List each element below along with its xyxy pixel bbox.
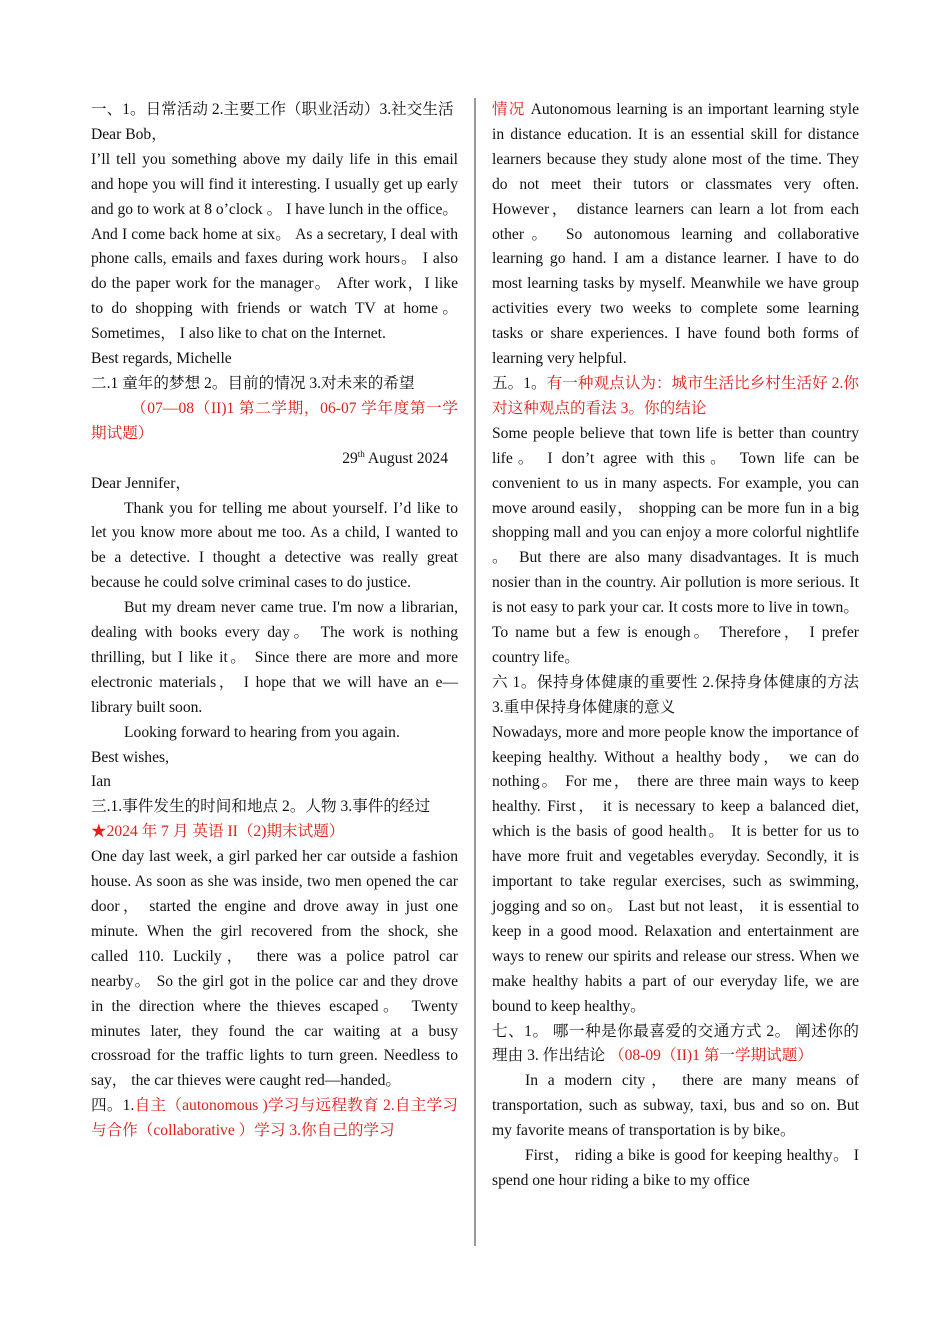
section-5-prefix: 五。1。 xyxy=(492,374,547,392)
section-4-body xyxy=(492,98,859,372)
date-suffix: th xyxy=(357,448,365,459)
section-7-heading xyxy=(492,1020,859,1070)
section-6-heading: 六 1。保持身体健康的重要性 2.保持身体健康的方法 3.重申保持身体健康的意义 xyxy=(492,673,859,716)
section-1-heading: 一、1。日常活动 2.主要工作（职业活动）3.社交生活 xyxy=(91,101,454,118)
section-3-heading: 三.1.事件发生的时间和地点 2。人物 3.事件的经过 xyxy=(91,798,431,816)
section-4-prefix: 四。1. xyxy=(91,1097,135,1115)
section-7-heading-text: 七、1。 哪一种是你最喜爱的交通方式 2。 阐述你的理由 3. 作出结论 xyxy=(492,1022,859,1065)
section-4-heading-continued: 情况 xyxy=(492,101,526,118)
section-1-closing: Best regards, Michelle xyxy=(91,350,232,368)
date-month-year: August 2024 xyxy=(364,449,448,467)
section-2-paragraph-1: Thank you for telling me about yourself. I’d like to let you know more about me too. As a child, I wanted to be a detective. I thought a detective was really great because he could solve criminal cases to do justice. xyxy=(91,499,458,592)
section-2-signature: Ian xyxy=(91,773,111,791)
section-4-body-text: Autonomous learning is an important learning style in distance education. It is an essential skill for distance learners because they study alone most of the time. They do not meet their tutors or classmates very often. However， distance learners can learn a lot from each other。 So autonomous learning and collaborative learning go hand. I am a distance learner. I have to do most learning tasks by myself. Meanwhile we have group activities every two weeks to complete some learning tasks or share experiences. I have found both forms of learning very helpful. xyxy=(492,101,859,368)
section-2-date xyxy=(91,447,458,472)
right-column xyxy=(492,98,859,1194)
section-2-closing: Best wishes, xyxy=(91,748,169,766)
section-6-body: Nowadays, more and more people know the importance of keeping healthy. Without a healthy body， we can do nothing。 For me， there are three main ways to keep healthy. First， it is necessary to keep a balanced diet, which is the basis of good health。 It is better for us to have more fruit and vegetables everyday. Secondly, it is important to take regular exercises, such as swimming, jogging and so on。 Last but not least， it is essential to keep in a good mood. Relaxation and entertainment are ways to renew our spirits and release our stress. When we make healthy habits a part of our everyday life, we are bound to keep healthy。 xyxy=(492,723,859,1015)
section-2-heading-text: 二.1 童年的梦想 2。目前的情况 3.对未来的希望 xyxy=(91,374,415,392)
section-5-heading-red: 有一种观点认为：城市生活比乡村生活好 2.你对这种观点的看法 3。你的结论 xyxy=(492,374,859,417)
section-3-body: One day last week, a girl parked her car outside a fashion house. As soon as she was inside, two men opened the car door， started the engine and drove away in just one minute. When the girl recovered from the shock, she called 110. Luckily， there was a police patrol car nearby。 So the girl got in the police car and they drove in the direction where the thieves escaped。 Twenty minutes later, they found the car waiting at a busy crossroad for the traffic lights to turn green. Needless to say， the car thieves were caught red—handed。 xyxy=(91,848,458,1090)
date-day: 29 xyxy=(342,449,358,467)
section-2-paragraph-3: Looking forward to hearing from you again. xyxy=(124,723,400,741)
column-divider xyxy=(474,98,476,1246)
section-7-exam-reference: （08-09（II)1 第一学期试题） xyxy=(608,1047,813,1065)
section-5-body: Some people believe that town life is better than country life。 I don’t agree with this。 Town life can be convenient to us in many aspects. For example, you can move around easily， shopping can be more fun in a big shopping mall and you can enjoy a more colorful nightlife 。 But there are also many disadvantages. It is much nosier than in the country. Air pollution is more serious. It is not easy to park your car. It costs more to live in town。 To name but a few is enough。 Therefore， I prefer country life。 xyxy=(492,424,859,666)
section-3-exam-reference: ★2024 年 7 月 英语 II（2)期末试题） xyxy=(91,823,345,841)
section-1-greeting: Dear Bob， xyxy=(91,125,167,143)
section-7-paragraph-2: First， riding a bike is good for keeping healthy。 I spend one hour riding a bike to my office xyxy=(492,1147,859,1189)
section-2-exam-reference: （07—08（II)1 第二学期，06-07 学年度第一学期试题） xyxy=(91,399,458,442)
section-4-heading xyxy=(91,1094,458,1144)
section-2-heading xyxy=(91,372,458,447)
left-column xyxy=(91,98,458,1144)
section-7-paragraph-1: In a modern city， there are many means of transportation, such as subway, taxi, bus and so on. But my favorite means of transportation is by bike。 xyxy=(492,1072,859,1140)
section-2-paragraph-2: But my dream never came true. I'm now a librarian, dealing with books every day。 The work is nothing thrilling, but I like it。 Since there are more and more electronic materials， I hope that we will have an e—library built soon. xyxy=(91,599,458,716)
section-5-heading xyxy=(492,372,859,422)
section-2-greeting: Dear Jennifer， xyxy=(91,474,192,492)
section-4-heading-red: 自主（autonomous )学习与远程教育 2.自主学习与合作（collaborative ）学习 3.你自己的学习 xyxy=(91,1097,458,1140)
section-1-body: I’ll tell you something above my daily life in this email and hope you will find it interesting. I usually get up early and go to work at 8 o’clock 。 I have lunch in the office。 And I come back home at six。 As a secretary, I deal with phone calls, emails and faxes during work hours。 I also do the paper work for the manager。 After work，I like to do shopping with friends or watch TV at home。 Sometimes， I also like to chat on the Internet. xyxy=(91,150,458,343)
